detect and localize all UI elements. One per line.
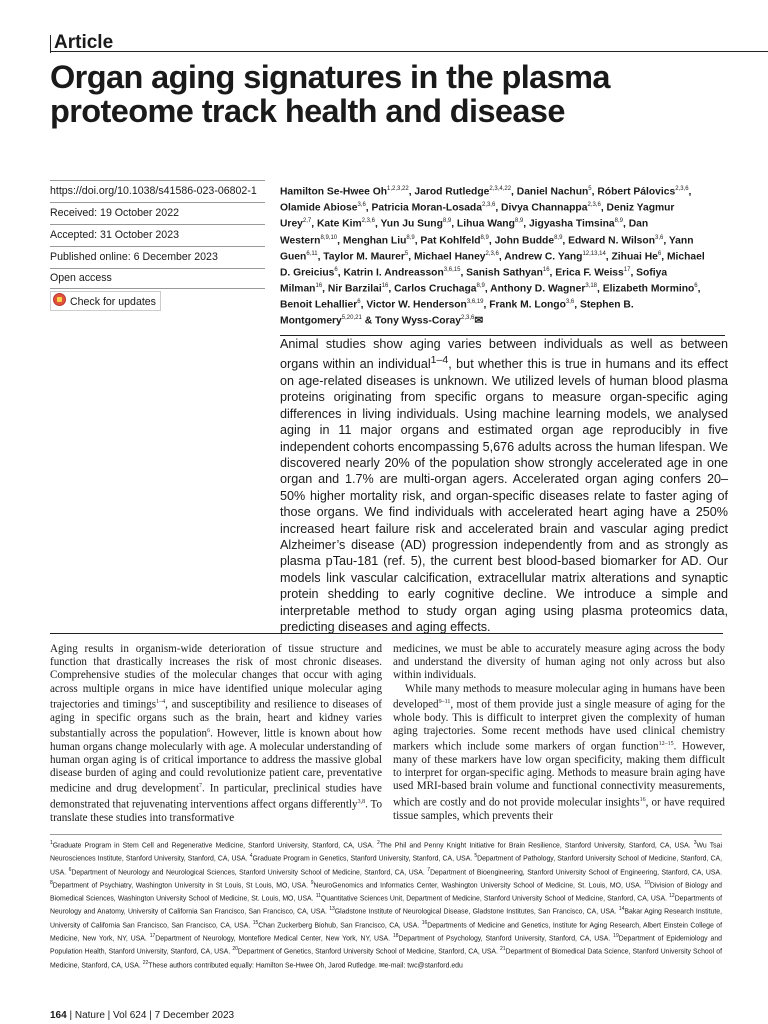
body-column-right <box>393 643 725 823</box>
body-paragraph: medicines, we must be able to accurately measure aging across the body and understand the diversity of human aging not only across but also within individuals. <box>393 643 725 682</box>
body-rule <box>50 633 723 634</box>
footer-separator: | <box>69 1010 73 1021</box>
open-access-label: Open access <box>50 272 112 284</box>
check-updates-button[interactable] <box>50 291 265 311</box>
meta-divider <box>50 268 265 269</box>
title-line-2: proteome track health and disease <box>50 93 565 129</box>
check-updates-label: Check for updates <box>70 296 156 308</box>
footer-separator: | <box>149 1010 152 1021</box>
abstract-text: Animal studies show aging varies between individuals as well as between organs within an individual$^{1-4}$, but whether this is true in humans and its effect on age-related diseases is unknown. We utilized levels of human blood plasma proteins originating from specific organs to measure organ-specific aging differences in living individuals. Using machine learning models, we analysed aging in 11 major organs and estimated organ age reproducibly in five independent cohorts encompassing 5,676 adults across the human lifespan. We discovered nearly 20% of the population show strongly accelerated age in one organ and 1.7% are multi-organ agers. Accelerated organ aging confers 20–50% higher mortality risk, and organ-specific diseases relate to faster aging of those organs. We find individuals with accelerated heart aging have a 250% increased heart failure risk and accelerated brain and vascular aging predict Alzheimer’s disease (AD) progression independently from and as strongly as plasma pTau-181 (ref. 5), the current best blood-based biomarker for AD. Our models link vascular calcification, extracellular matrix alterations and synaptic protein shedding to early cognitive decline. We introduce a simple and interpretable method to study organ aging using plasma proteomics data, predicting diseases and aging effects. <box>280 337 729 635</box>
accepted-date: Accepted: 31 October 2023 <box>50 229 179 241</box>
body-paragraph: Aging results in organism-wide deterioration of tissue structure and function that drastically increases the risk of most chronic diseases. Comprehensive studies of the molecular changes that occur with aging across multiple organs in mice have identified unique molecular aging trajectories and timings$^{1-4}$, and susceptibility and resilience to diseases of aging in specific organs such as the brain, heart and kidney varies substantially across the population$^6$. However, little is known about how human organs change molecularly with age. A molecular understanding of human organ aging is of critical importance to address the massive global disease burden of aging and could revolutionize patient care, preventative medicine and drug development$^7$. In particular, preclinical studies have demonstrated that rejuvenating interventions affect organs differently$^{3,8}$. To translate these studies into transformative <box>50 643 382 825</box>
footnote-rule <box>50 834 722 835</box>
author-list: Hamilton Se-Hwee Oh$^{1,2,3,22}$, Jarod Rutledge$^{2,3,4,22}$, Daniel Nachun$^5$, Róbert Pálovics$^{2,3,6}$, Olamide Abiose$^{3,6}$, Patricia Moran-Losada$^{2,3,6}$, Divya Channappa$^{2,3,6}$, Deniz Yagmur Urey$^{2,7}$, Kate Kim$^{2,3,6}$, Yun Ju Sung$^{8,9}$, Lihua Wang$^{8,9}$, Jigyasha Timsina$^{8,9}$, Dan Western$^{8,9,10}$, Menghan Liu$^{8,9}$, Pat Kohlfeld$^{8,9}$, John Budde$^{8,9}$, Edward N. Wilson$^{3,6}$, Yann Guen$^{6,11}$, Taylor M. Maurer$^5$, Michael Haney$^{2,3,6}$, Andrew C. Yang$^{12,13,14}$, Zihuai He$^6$, Michael D. Greicius$^6$, Katrin I. Andreasson$^{3,6,15}$, Sanish Sathyan$^{16}$, Erica F. Weiss$^{17}$, Sofiya Milman$^{16}$, Nir Barzilai$^{16}$, Carlos Cruchaga$^{8,9}$, Anthony D. Wagner$^{3,18}$, Elizabeth Mormino$^6$, Benoit Lehallier$^6$, Victor W. Henderson$^{3,6,19}$, Frank M. Longo$^{3,6}$, Stephen B. Montgomery$^{5,20,21}$ & Tony Wyss-Coray$^{2,3,6}$✉ <box>280 186 705 327</box>
doi-link[interactable]: https://doi.org/10.1038/s41586-023-06802-1 <box>50 185 257 197</box>
abstract <box>280 336 728 636</box>
meta-divider <box>50 246 265 247</box>
issue-date: 7 December 2023 <box>154 1010 235 1021</box>
published-date: Published online: 6 December 2023 <box>50 251 218 263</box>
journal-name: Nature <box>74 1010 105 1021</box>
page-footer <box>50 1010 234 1021</box>
meta-divider <box>50 202 265 203</box>
meta-divider-top <box>50 180 265 181</box>
crossmark-icon <box>53 293 66 306</box>
page-number: 164 <box>50 1010 67 1021</box>
affiliations-footnotes: $^1$Graduate Program in Stem Cell and Regenerative Medicine, Stanford University, Stanford, CA, USA. $^2$The Phil and Penny Knight Initiative for Brain Resilience, Stanford University, Stanford, CA, USA. $^3$Wu Tsai Neurosciences Institute, Stanford University, Stanford, CA, USA. $^4$Graduate Program in Genetics, Stanford University, Stanford, CA, USA. $^5$Department of Pathology, Stanford University School of Medicine, Stanford, CA, USA. $^6$Department of Neurology and Neurological Sciences, Stanford University School of Medicine, Stanford, CA, USA. $^7$Department of Bioengineering, Stanford University School of Engineering, Stanford, CA, USA. $^8$Department of Psychiatry, Washington University in St Louis, St Louis, MO, USA. $^9$NeuroGenomics and Informatics Center, Washington University School of Medicine, St. Louis, MO, USA. $^{10}$Division of Biology and Biomedical Sciences, Washington University School of Medicine, St. Louis, MO, USA. $^{11}$Quantitative Sciences Unit, Department of Medicine, Stanford University School of Medicine, Stanford, CA, USA. $^{12}$Departments of Neurology and Anatomy, University of California San Francisco, San Francisco, CA, USA. $^{13}$Gladstone Institute of Neurological Disease, Gladstone Institutes, San Francisco, CA, USA. $^{14}$Bakar Aging Research Institute, University of California San Francisco, San Francisco, CA, USA. $^{15}$Chan Zuckerberg Biohub, San Francisco, CA, USA. $^{16}$Departments of Medicine and Genetics, Institute for Aging Research, Albert Einstein College of Medicine, New York, NY, USA. $^{17}$Department of Neurology, Montefiore Medical Center, New York, NY, USA. $^{18}$Department of Psychology, Stanford University, Stanford, CA, USA. $^{19}$Department of Epidemiology and Population Health, Stanford University, Stanford, CA, USA. $^{20}$Department of Genetics, Stanford University School of Medicine, Stanford, CA, USA. $^{21}$Department of Biomedical Data Science, Stanford University School of Medicine, Stanford, CA, USA. $^{22}$These authors contributed equally: Hamilton Se-Hwee Oh, Jarod Rutledge. ✉e-mail: twc@stanford.edu <box>50 840 723 969</box>
meta-divider <box>50 288 265 289</box>
body-paragraph: While many methods to measure molecular aging in humans have been developed$^{9-11}$, most of them provide just a single measure of aging for the whole body. This is difficult to interpret given the complexity of human aging trajectories. Some recent methods have used clinical chemistry markers which include some markers of organ function$^{12-15}$. However, many of these markers have low organ specificity, making them difficult to interpret for organ-specific aging. Methods to measure brain aging have used MRI-based brain volume and functional connectivity measurements, which are costly and do not provide molecular insights$^{16}$, or have required tissue samples, which prevents their <box>393 682 725 822</box>
volume-label: Vol 624 <box>113 1010 147 1021</box>
footer-separator: | <box>107 1010 111 1021</box>
meta-divider <box>50 224 265 225</box>
article-title <box>50 60 750 128</box>
title-line-1: Organ aging signatures in the plasma <box>50 59 610 95</box>
received-date: Received: 19 October 2022 <box>50 207 179 219</box>
body-column-left <box>50 643 382 825</box>
article-type-label: Article <box>54 32 114 53</box>
header-rule <box>50 51 768 52</box>
